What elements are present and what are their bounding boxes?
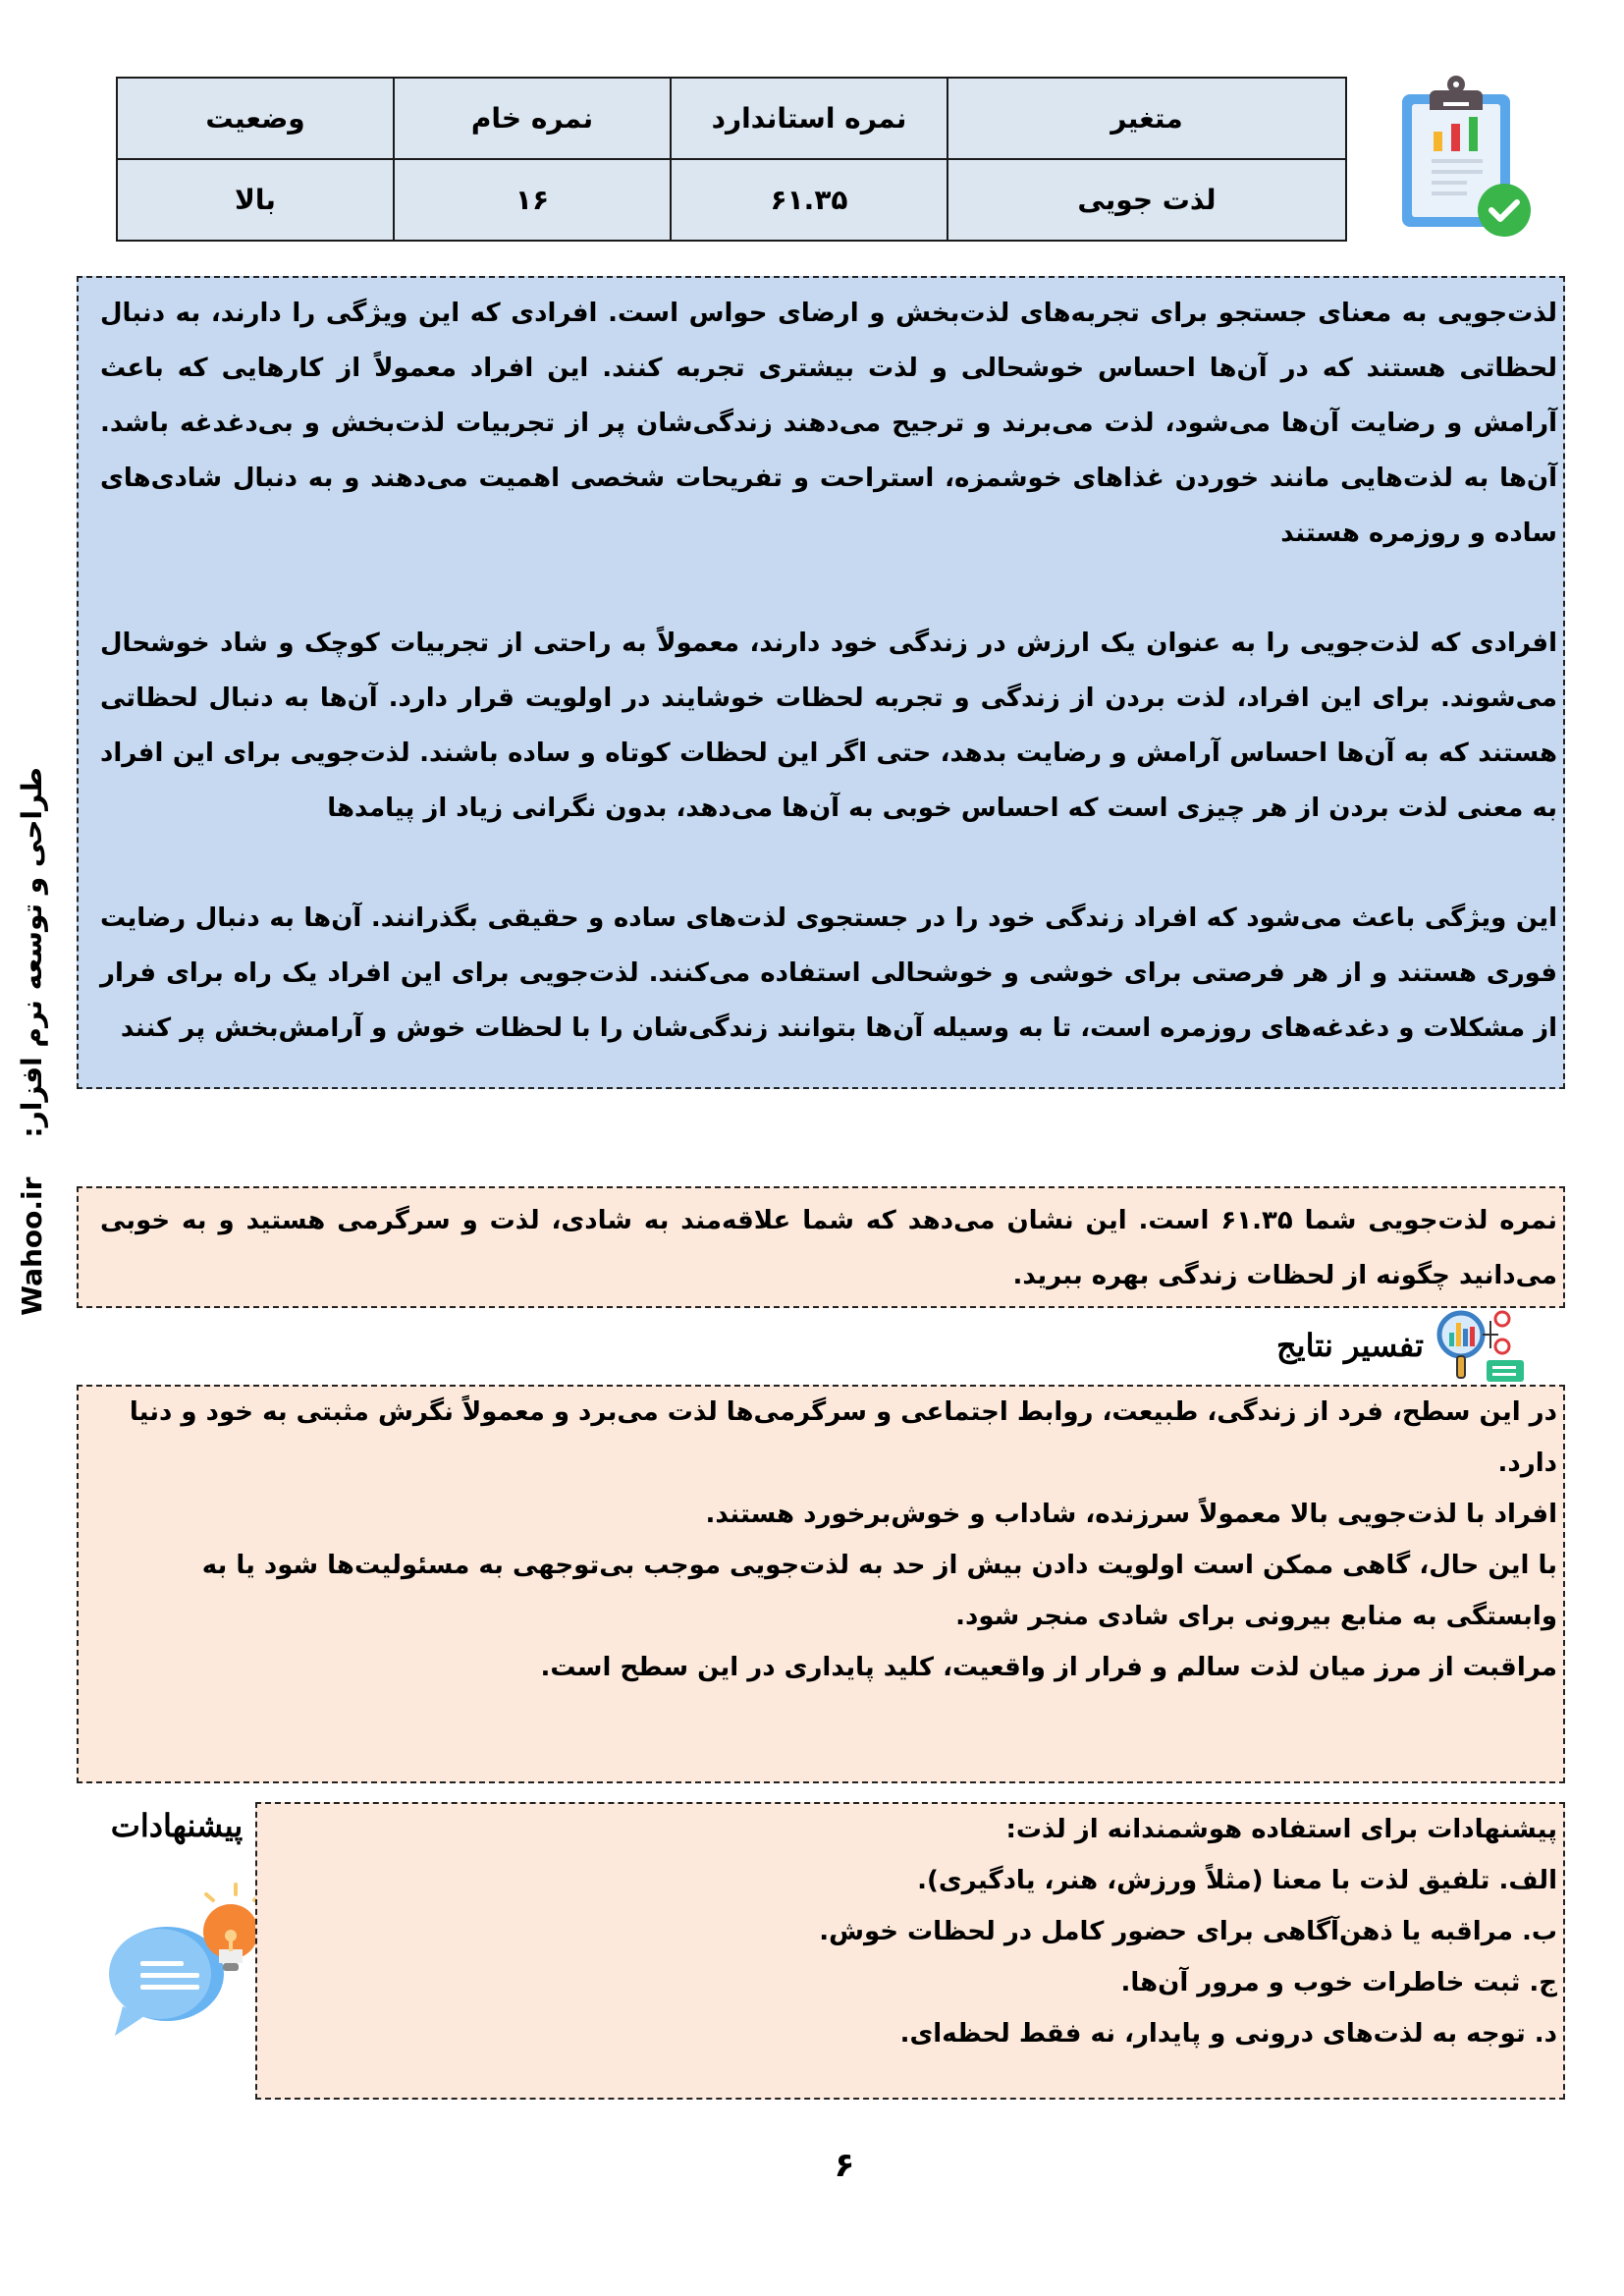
interpretation-line: افراد با لذت‌جویی بالا معمولاً سرزنده، شاداب و خوش‌برخورد هستند. [705, 1500, 1557, 1529]
suggestion-line: الف. تلفیق لذت با معنا (مثلاً ورزش، هنر، یادگیری). [917, 1866, 1557, 1895]
cell-status: بالا [117, 159, 394, 241]
header-raw-score: نمره خام [394, 78, 671, 159]
suggestion-line: ب. مراقبه یا ذهن‌آگاهی برای حضور کامل در لحظات خوش. [819, 1917, 1557, 1946]
cell-raw-score: ۱۶ [394, 159, 671, 241]
score-table [116, 77, 1347, 242]
cell-variable: لذت جویی [947, 159, 1346, 241]
interpretation-heading [1276, 1306, 1571, 1385]
suggestion-line: پیشنهادات برای استفاده هوشمندانه از لذت: [1005, 1815, 1557, 1844]
suggestion-line: د. توجه به لذت‌های درونی و پایدار، نه فقط لحظه‌ای. [899, 2019, 1557, 2049]
suggestions-box [255, 1802, 1565, 2100]
header-variable: متغیر [947, 78, 1346, 159]
suggestion-line: ج. ثبت خاطرات خوب و مرور آن‌ها. [1120, 1968, 1557, 1997]
page-number: ۶ [834, 2146, 855, 2185]
site-name: Wahoo.ir [15, 1176, 48, 1316]
interpretation-line: مراقبت از مرز میان لذت سالم و فرار از واقعیت، کلید پایداری در این سطح است. [540, 1653, 1557, 1682]
header-status: وضعیت [117, 78, 394, 159]
interpretation-title: تفسیر نتایج [1276, 1327, 1424, 1364]
clipboard-chart-check-icon [1394, 73, 1537, 240]
interpretation-box [77, 1385, 1565, 1783]
magnifier-chart-icon [1432, 1309, 1530, 1383]
side-credit [8, 766, 55, 1316]
table-row [117, 159, 1346, 241]
credit-label: طراحی و توسعه نرم افزار: [15, 766, 48, 1138]
suggestions-title: پیشنهادات [110, 1807, 244, 1844]
interpretation-line: با این حال، گاهی ممکن است اولویت دادن بیش از حد به لذت‌جویی موجب بی‌توجهی به مسئولیت‌ها شود یا به وابستگی به منابع بیرونی برای شادی منجر شود. [201, 1551, 1557, 1631]
table-header-row [117, 78, 1346, 159]
header-standard-score: نمره استاندارد [671, 78, 947, 159]
score-summary-box [77, 1186, 1565, 1308]
description-paragraph: لذت‌جویی به معنای جستجو برای تجربه‌های لذت‌بخش و ارضای حواس است. افرادی که این ویژگی را دارند، به دنبال لحظاتی هستند که در آن‌ها احساس خوشحالی و لذت بیشتری تجربه کنند. این افراد معمولاً از کارهایی که باعث آرامش و رضایت آن‌ها می‌شود، لذت می‌برند و ترجیح می‌دهند زندگی‌شان پر از تجربیات لذت‌بخش و بی‌دغدغه باشد. آن‌ها به لذت‌هایی مانند خوردن غذاهای خوشمزه، استراحت و تفریحات شخصی اهمیت می‌دهند و به دنبال شادی‌های ساده و روزمره هستند [100, 299, 1557, 548]
description-box [77, 276, 1565, 1089]
description-paragraph: این ویژگی باعث می‌شود که افراد زندگی خود را در جستجوی لذت‌های ساده و حقیقی بگذرانند. آن‌ها به دنبال رضایت فوری هستند و از هر فرصتی برای خوشی و خوشحالی استفاده می‌کنند. لذت‌جویی برای این افراد یک راه برای فرار از مشکلات و دغدغه‌های روزمره است، تا به وسیله آن‌ها بتوانند زندگی‌شان را با لحظات خوش و آرامش‌بخش پر کنند [100, 903, 1557, 1043]
description-paragraph: افرادی که لذت‌جویی را به عنوان یک ارزش در زندگی خود دارند، معمولاً به راحتی از تجربیات کوچک و شاد خوشحال می‌شوند. برای این افراد، لذت بردن از زندگی و تجربه لحظات خوشایند در اولویت قرار دارد. آن‌ها به دنبال لحظاتی هستند که به آن‌ها احساس آرامش و رضایت بدهد، حتی اگر این لحظات کوتاه و ساده باشند. لذت‌جویی برای این افراد به معنی لذت بردن از هر چیزی است که احساس خوبی به آن‌ها می‌دهد، بدون نگرانی زیاد از پیامدها [100, 629, 1557, 823]
interpretation-line: در این سطح، فرد از زندگی، طبیعت، روابط اجتماعی و سرگرمی‌ها لذت می‌برد و معمولاً نگرش مثبتی به خود و دنیا دارد. [129, 1397, 1557, 1478]
speech-bubble-lightbulb-icon [93, 1871, 260, 2043]
score-summary-text: نمره لذت‌جویی شما ۶۱.۳۵ است. این نشان می‌دهد که شما علاقه‌مند به شادی، لذت و سرگرمی هستید و به خوبی می‌دانید چگونه از لحظات زندگی بهره ببرید. [100, 1206, 1557, 1290]
cell-standard-score: ۶۱.۳۵ [671, 159, 947, 241]
